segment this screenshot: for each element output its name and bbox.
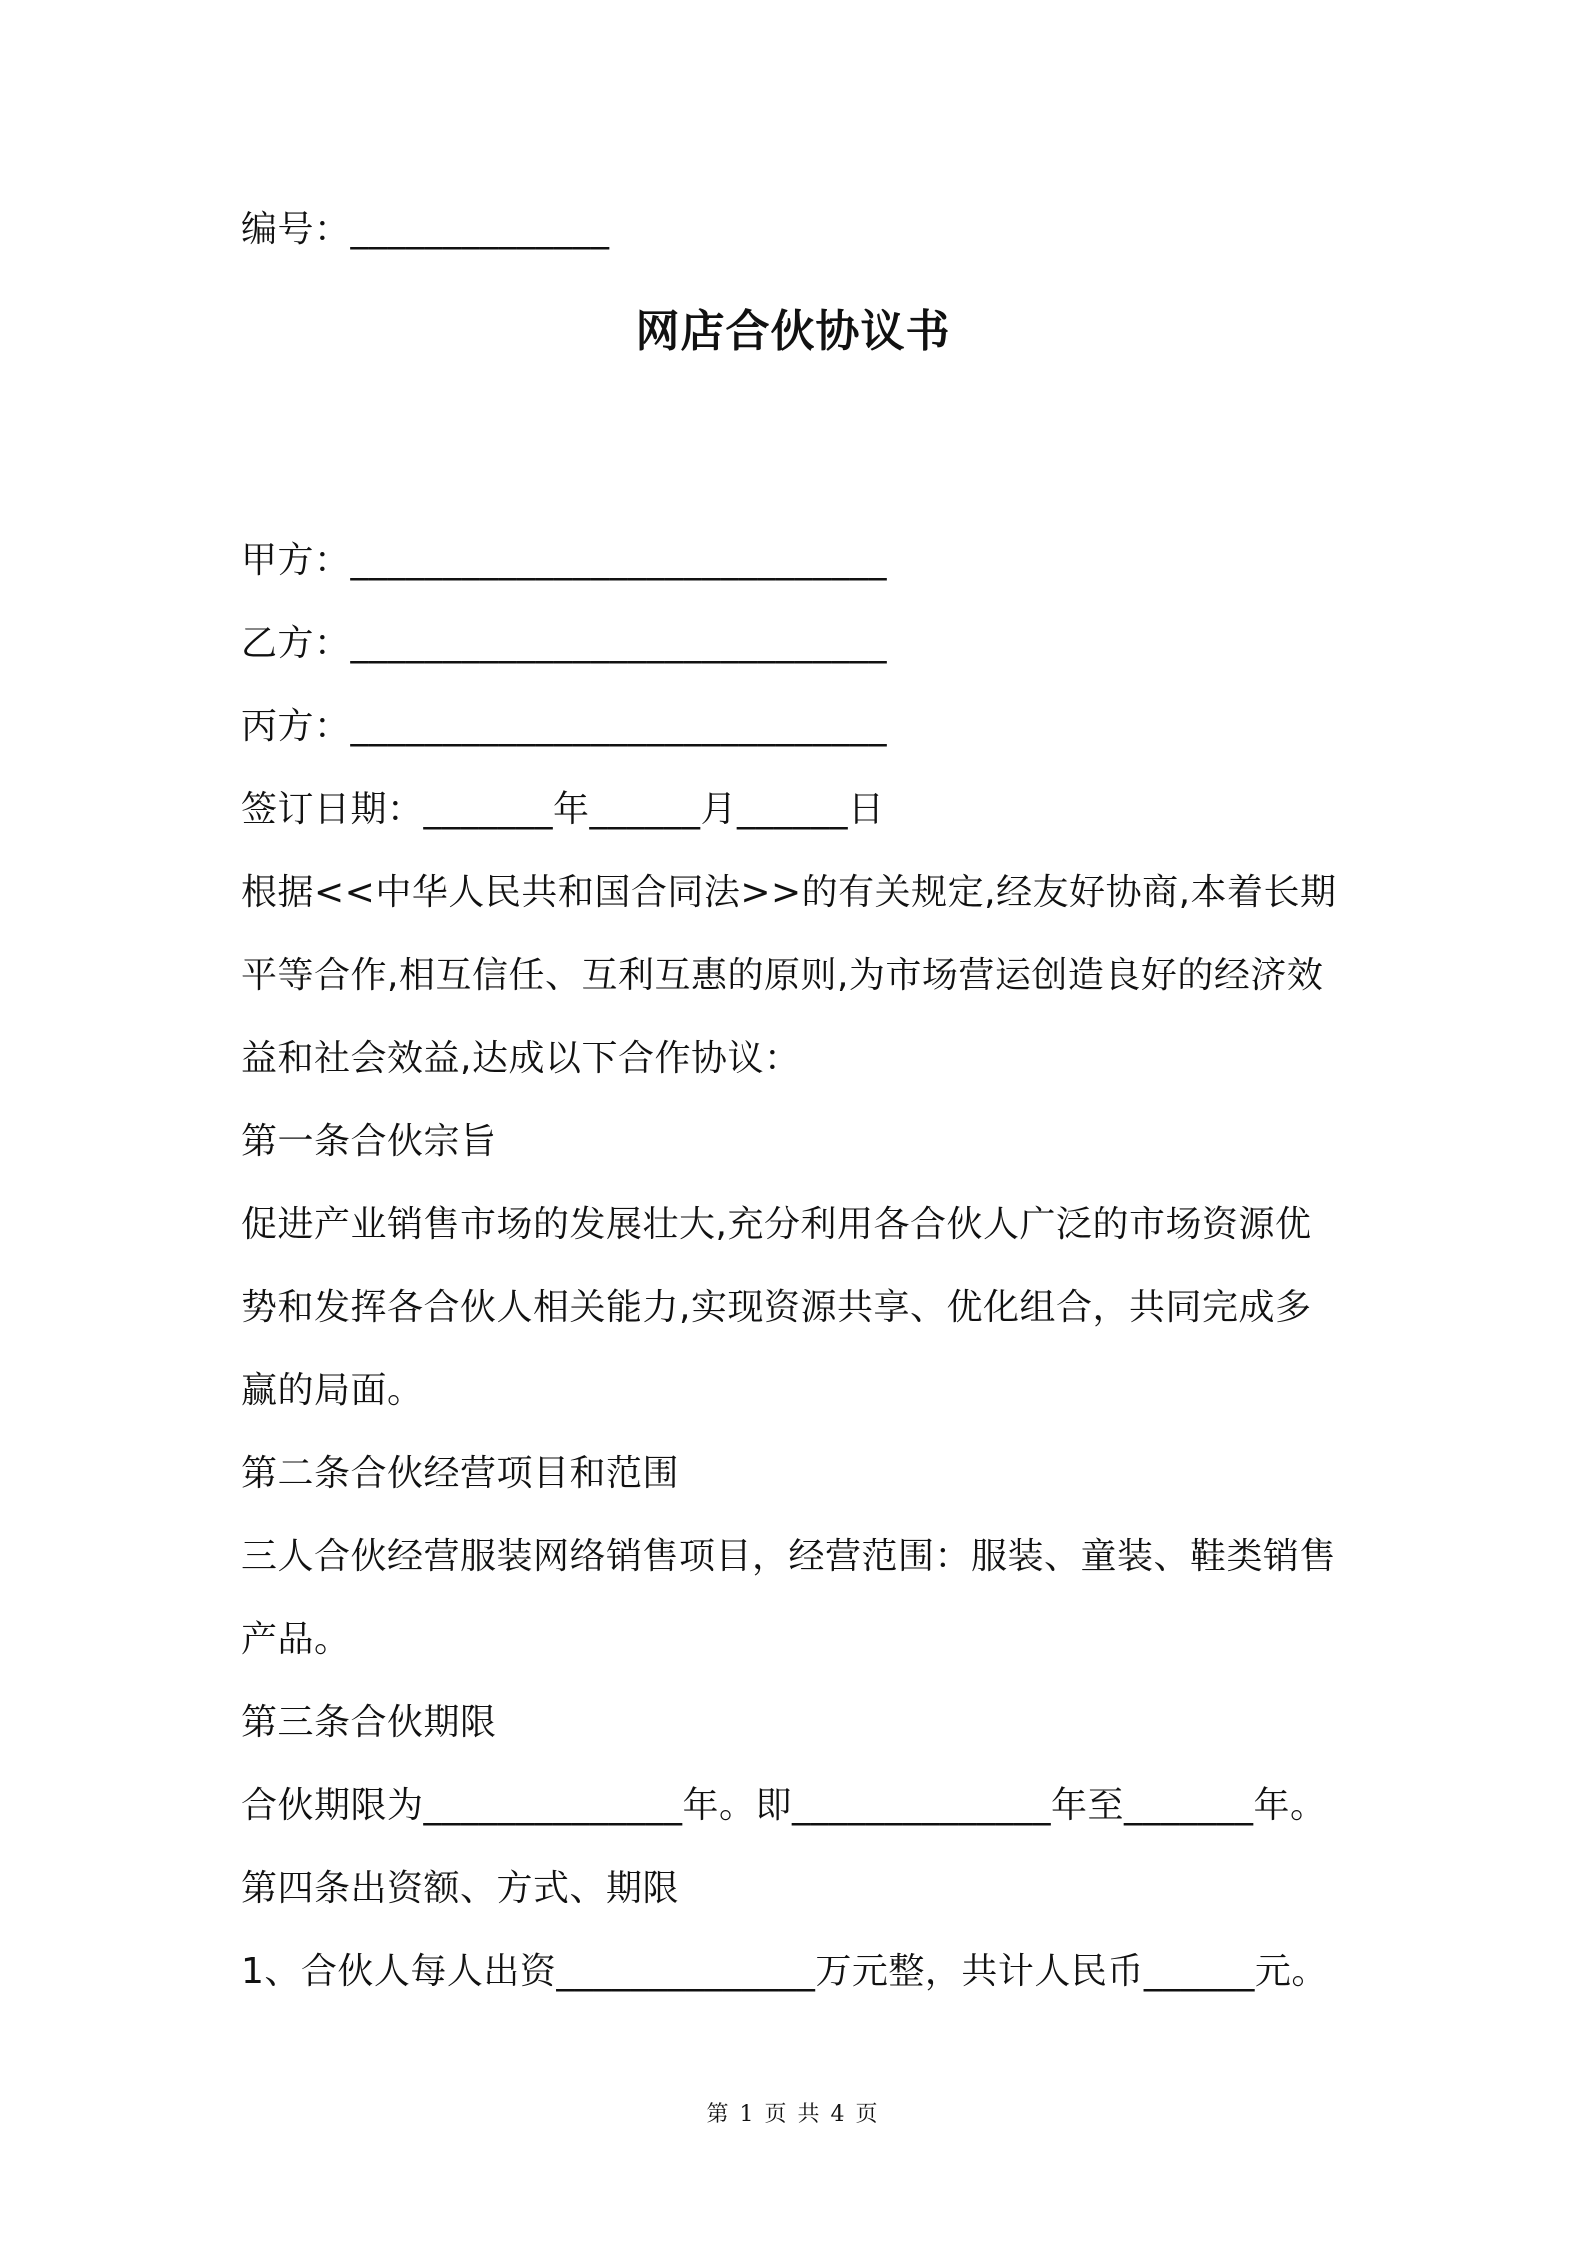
article-1-body-line: 势和发挥各合伙人相关能力,实现资源共享、优化组合，共同完成多: [241, 1287, 1312, 1328]
article-2-body-line: 产品。: [241, 1619, 351, 1660]
article-1-heading: 第一条合伙宗旨: [241, 1121, 497, 1162]
party-b-line: 乙方：_____________________________: [241, 623, 888, 664]
intro-line: 益和社会效益,达成以下合作协议：: [241, 1038, 801, 1079]
article-1-body-line: 赢的局面。: [241, 1370, 424, 1411]
sign-date-line: 签订日期：_______年______月______日: [241, 789, 885, 830]
article-3-heading: 第三条合伙期限: [241, 1702, 497, 1743]
article-4-heading: 第四条出资额、方式、期限: [241, 1868, 680, 1909]
party-a-line: 甲方：_____________________________: [241, 540, 888, 581]
article-4-item-1: 1、合伙人每人出资______________万元整，共计人民币______元。: [241, 1951, 1328, 1992]
intro-line: 平等合作,相互信任、互利互惠的原则,为市场营运创造良好的经济效: [241, 955, 1324, 996]
article-2-heading: 第二条合伙经营项目和范围: [241, 1453, 680, 1494]
article-1-body-line: 促进产业销售市场的发展壮大,充分利用各合伙人广泛的市场资源优: [241, 1204, 1312, 1245]
article-2-body-line: 三人合伙经营服装网络销售项目，经营范围：服装、童装、鞋类销售: [241, 1536, 1337, 1577]
document-title: 网店合伙协议书: [635, 306, 951, 357]
article-3-body-line: 合伙期限为______________年。即______________年至_______年。: [241, 1785, 1327, 1826]
document-number: 编号：______________: [241, 209, 610, 250]
party-c-line: 丙方：_____________________________: [241, 706, 888, 747]
intro-line: 根据<<中华人民共和国合同法>>的有关规定,经友好协商,本着长期: [241, 872, 1337, 913]
page-footer: 第 1 页 共 4 页: [706, 2102, 880, 2127]
